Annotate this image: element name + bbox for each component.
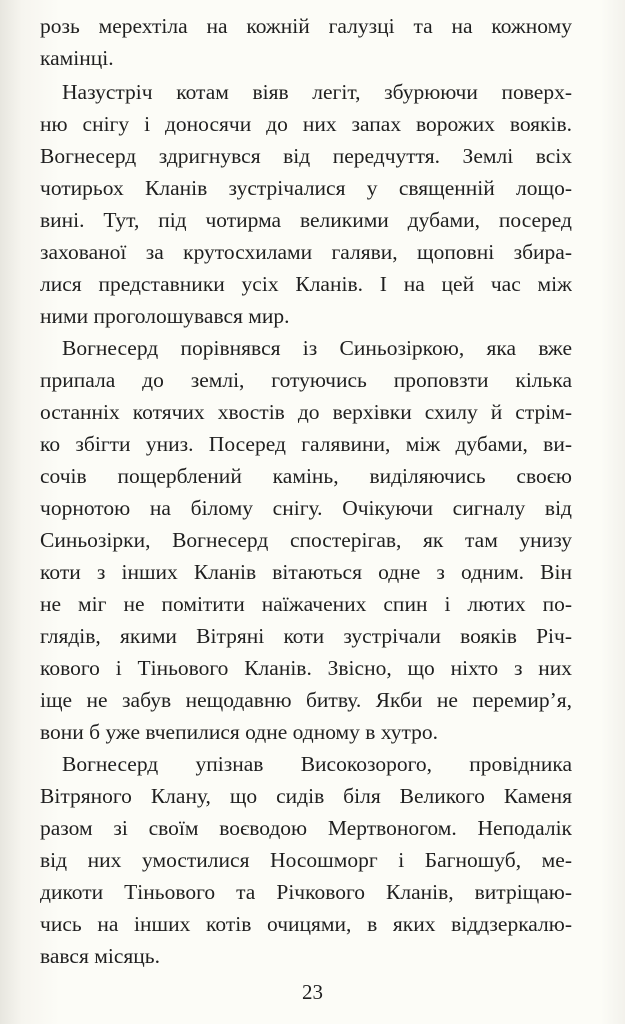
text-line: припала до землі, готуючись проповзти кілька [40, 368, 572, 392]
text-line: ними проголошувався мир. [40, 304, 290, 328]
text-line: дикоти Тіньового та Річкового Кланів, витріщаю- [40, 880, 572, 904]
text-line: ню снігу і доносячи до них запах ворожих вояків. [40, 112, 572, 136]
text-line: не міг не помітити наїжачених спин і лютих по- [40, 592, 572, 616]
text-line: Вітряного Клану, що сидів біля Великого Каменя [40, 784, 572, 808]
text-line: коти з інших Кланів вітаються одне з одним. Він [40, 560, 572, 584]
text-line: Синьозірки, Вогнесерд спостерігав, як там унизу [40, 528, 572, 552]
text-line: вався місяць. [40, 944, 160, 968]
text-line: від них умостилися Носошморг і Багношуб, ме- [40, 848, 572, 872]
text-line: Вогнесерд упізнав Високозорого, провідника [62, 752, 572, 776]
text-line: глядів, якими Вітряні коти зустрічали вояків Річ- [40, 624, 572, 648]
text-line: ко збігти униз. Посеред галявини, між дубами, ви- [40, 432, 572, 456]
text-line: камінці. [40, 46, 114, 70]
text-line: Вогнесерд порівнявся із Синьозіркою, яка вже [62, 336, 572, 360]
text-line: захованої за крутосхилами галяви, щоповні збира- [40, 240, 572, 264]
text-line: вині. Тут, під чотирма великими дубами, посеред [40, 208, 572, 232]
text-line: розь мерехтіла на кожній галузці та на кожному [40, 14, 572, 38]
text-line: чотирьох Кланів зустрічалися у священній лощо- [40, 176, 572, 200]
text-line: чись на інших котів очицями, в яких віддзеркалю- [40, 912, 572, 936]
page-number: 23 [302, 980, 323, 1004]
text-line: іще не забув нещодавню битву. Якби не перемир’я, [40, 688, 572, 712]
text-line: останніх котячих хвостів до верхівки схилу й стрім- [40, 400, 572, 424]
text-line: вони б уже вчепилися одне одному в хутро. [40, 720, 439, 744]
text-line: Назустріч котам віяв легіт, збурюючи поверх- [62, 80, 572, 104]
text-line: сочів пощерблений камінь, виділяючись своєю [40, 464, 572, 488]
text-line: кового і Тіньового Кланів. Звісно, що ніхто з них [40, 656, 572, 680]
text-line: разом зі своїм воєводою Мертвоногом. Неподалік [40, 816, 572, 840]
text-line: Вогнесерд здригнувся від передчуття. Землі всіх [40, 144, 572, 168]
text-line: лися представники усіх Кланів. І на цей час між [40, 272, 572, 296]
text-line: чорнотою на білому снігу. Очікуючи сигналу від [40, 496, 572, 520]
